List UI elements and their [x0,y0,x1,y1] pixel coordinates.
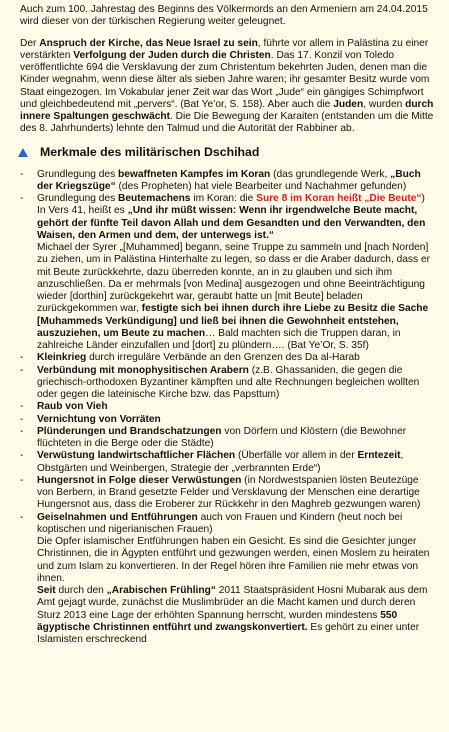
text-run: im Koran: die [190,193,257,204]
text-run: (in Nordwestspanien lösten Beutezüge von Berbern, in Brand gesetzte Felder und Versklavung der Menschen eine derartige Hungersnot aus, dass die Eroberer zur Rückkehr in den Maghreb gezwungen waren) [37,474,421,511]
bold-run: Erntezeit [357,450,401,462]
text-run: , wurden [363,98,406,110]
list-item [20,365,437,402]
quote-verse-41 [20,205,437,242]
text-run: ) [421,193,425,204]
text-run: . Das 17. Konzil von Toledo veröffentlichte 694 die Versklavung der zum Christentum bekehrten Juden, denen man die Kinder wegnahm, wenn diese älter als sieben Jahre waren; ihr gesamter Besitz wurde vom Staat eingezogen. Im Vokabular jener Zeit war das Wort „Jude“ ein gängiges Schimpfwort und gleichbedeutend mit „pervers“. (Bat Ye’or, S. 158). Aber auch die [20,49,430,110]
bold-run: Geiselnahmen und Entführungen [37,511,198,523]
bold-run: Beutemachens [118,193,191,204]
bold-run: 550 ägyptische Christinnen entführt und zwangskonvertiert. [37,609,398,633]
list-item [20,475,437,512]
text-run: Es gehört zu einer unter Islamisten erschreckend [37,621,420,645]
text-run: (Überfälle vor allem in der [235,450,358,462]
bold-run: „Und ihr müßt wissen: Wenn ihr irgendwelche Beute macht, gehört der fünfte Teil davon Allah und dem Gesandten und den Verwandten, den Waisen, den Armen und dem, der unterwegs ist.“ [37,205,426,241]
bold-run: Verfolgung der Juden durch die Christen [73,49,271,61]
list-item [20,352,437,364]
dash-marker: - [20,450,24,462]
text-run: … Bald machten sich die Truppen daran, in zahlreiche Länder einzufallen und [dort] zu plündern…. (Bat Ye’Or, S. 35f) [37,327,401,351]
jihad-features-list-continued [20,352,437,536]
bold-run: „Buch der Kriegszüge“ [37,168,421,192]
bold-run: Verbündung mit monophysitischen Arabern [37,364,249,376]
dash-marker: - [20,352,24,364]
dash-marker: - [20,511,24,523]
text-run: Grundlegung des [37,168,118,180]
text-run: Michael der Syrer „[Muhammed] begann, seine Truppe zu sammeln und [nach Norden] zu ziehen, um in Palästina Hinterhalte zu legen, so dass er die Araber dadurch, dass er mit Beute zurückkehrte, dazu überreden konnte, an in zu glauben und sich ihm anzuschließen. Da er mehrmals [von Medina] ausgezogen und ohne Beeinträchtigung wieder [dorthin] zurückgekehrt war, geraubt hatte un [mit Beute] beladen zurückgekommen war, [37,242,431,315]
text-run: . Die Die Bewegung der Karaiten (entstanden um die Mitte des 8. Jahrhunderts) lehnte den Talmud und die Autorität der Rabbiner ab. [20,111,434,135]
dash-marker: - [20,193,24,204]
list-item [20,450,437,475]
bold-run: Kleinkrieg [37,352,87,364]
intro-paragraph-2 [20,38,437,136]
text-run: 2011 Staatspräsident Hosni Mubarak aus dem Amt gejagt wurde, zunächst die Muslimbrüder an die Macht kamen und durch deren Sturz 2013 eine Lage der erhöhten Spannung herrscht, wurden mindestens [37,585,428,621]
highlight-run: Sure 8 im Koran heißt „Die Beute“ [256,193,422,204]
paragraph-arab-spring [20,585,437,646]
section-heading-text: Merkmale des militärischen Dschihad [40,144,260,159]
text-run: von Dörfern und Klöstern (die Bewohner flüchteten in die Berge oder die Städte) [37,425,407,449]
text-run: , führte vor allem in Palästina zu einer verstärkten [20,37,429,61]
text-run: durch den [55,585,107,596]
bold-run: Vernichtung von Vorräten [37,413,161,425]
dash-marker: - [20,413,24,425]
text-run: (z.B. Ghassaniden, die gegen die griechisch-orthodoxen Byzantiner kämpften und alte Rechnungen begleichen wollten oder gegen die lateinische Kirche bzw. das Papsttum) [37,364,420,400]
text-run: , Obstgärten und Weinbergen, Strategie der „verbrannten Erde“) [37,450,404,474]
intro-paragraph-1: Auch zum 100. Jahrestag des Beginns des Völkermords an den Armeniern am 24.04.2015 wird dieser von der türkischen Regierung weiter geleugnet. [20,4,428,28]
bold-run: Seit [37,585,56,596]
bold-run: festigte sich bei ihnen durch ihre Liebe zu Besitz die Sache [Muhammeds Verkündigung] und ließ bei ihnen die Gewohnheit entstehen, auszuziehen, um Beute zu machen [37,303,429,339]
bold-run: Plünderungen und Brandschatzungen [37,425,222,437]
dash-marker: - [20,425,24,437]
list-item [20,414,437,426]
list-item [20,401,437,413]
bold-run: bewaffneten Kampfes im Koran [118,168,271,180]
bold-run: Juden [333,98,364,110]
jihad-features-list [20,169,437,206]
section-heading [18,145,437,160]
text-run: durch irreguläre Verbände an den Grenzen des Da al-Harab [86,352,360,364]
list-item [20,193,437,205]
paragraph-victims: Die Opfer islamischer Entführungen haben ein Gesicht. Es sind die Gesichter junger Christinnen, die in Ägypten entführt und gezwungen werden, einen Moslem zu heiraten und zum Islam zu konvertieren. In der Regel hören ihre Familien nie mehr etwas von ihnen. [37,536,430,584]
dash-marker: - [20,364,24,376]
text-run: In Vers 41, heißt es [37,205,128,217]
dash-marker: - [20,401,24,413]
bold-run: Verwüstung landwirtschaftlicher Flächen [37,450,236,462]
bold-run: Anspruch der Kirche, das Neue Israel zu sein [39,37,258,49]
dash-marker: - [20,168,24,180]
dash-marker: - [20,474,24,486]
bold-run: durch innere Spaltungen geschwächt [20,98,434,122]
list-item [20,169,437,194]
text-run: Der [20,37,40,49]
list-item [20,512,437,537]
quote-michael-syrer [20,242,437,352]
blue-triangle-icon [18,148,28,157]
text-run: Grundlegung des [37,193,118,204]
text-run: auch von Frauen und Kindern (heut noch bei koptischen und nigerianischen Frauen) [37,511,403,535]
list-item [20,426,437,451]
bold-run: Raub von Vieh [37,401,108,413]
text-run: (des Propheten) hat viele Bearbeiter und Nachahmer gefunden) [115,180,407,192]
bold-run: „Arabischen Frühling“ [106,585,216,596]
bold-run: Hungersnot in Folge dieser Verwüstungen [37,474,242,486]
text-run: (das grundlegende Werk, [270,168,391,180]
